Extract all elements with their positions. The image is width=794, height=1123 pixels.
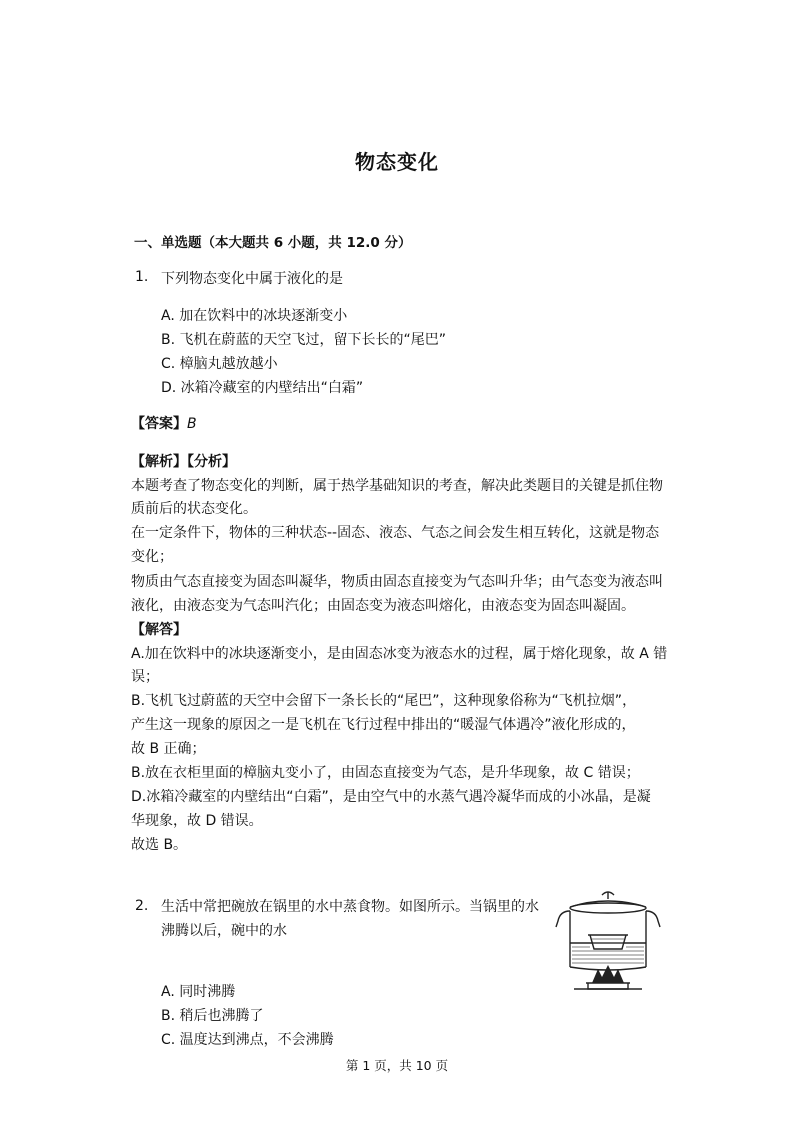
question-1-option-d: D. 冰箱冷藏室的内壁结出“白霜” <box>161 380 364 396</box>
analysis-line: 液化，由液态变为气态叫汽化；由固态变为液态叫熔化，由液态变为固态叫凝固。 <box>131 598 635 614</box>
solution-line: B.放在衣柜里面的樟脑丸变小了，由固态直接变为气态，是升华现象，故 C 错误； <box>131 765 640 781</box>
solution-label: 【解答】 <box>131 622 187 638</box>
question-1-option-b: B. 飞机在蔚蓝的天空飞过，留下长长的“尾巴” <box>161 332 447 348</box>
question-2-stem-line: 沸腾以后，碗中的水 <box>161 923 287 939</box>
question-2-number: 2. <box>135 898 149 914</box>
question-1-option-a: A. 加在饮料中的冰块逐渐变小 <box>161 308 348 324</box>
steaming-pot-figure <box>552 889 664 993</box>
solution-line: D.冰箱冷藏室的内壁结出“白霜”，是由空气中的水蒸气遇冷凝华而成的小冰晶，是凝 <box>131 789 651 805</box>
solution-line: 故 B 正确； <box>131 741 206 757</box>
question-1-stem: 下列物态变化中属于液化的是 <box>161 271 343 287</box>
analysis-label: 【解析】【分析】 <box>131 454 236 470</box>
analysis-line: 质前后的状态变化。 <box>131 501 257 517</box>
answer-value: B <box>187 416 197 432</box>
section-heading: 一、单选题（本大题共 6 小题，共 12.0 分） <box>134 235 412 251</box>
solution-line: 误； <box>131 669 159 685</box>
analysis-line: 本题考查了物态变化的判断，属于热学基础知识的考查，解决此类题目的关键是抓住物 <box>131 478 663 494</box>
question-1-number: 1. <box>135 269 149 285</box>
question-2-option-b: B. 稍后也沸腾了 <box>161 1008 264 1024</box>
question-2-option-c: C. 温度达到沸点，不会沸腾 <box>161 1032 334 1048</box>
analysis-line: 在一定条件下，物体的三种状态--固态、液态、气态之间会发生相互转化，这就是物态 <box>131 525 660 541</box>
solution-line: B.飞机飞过蔚蓝的天空中会留下一条长长的“尾巴”，这种现象俗称为“飞机拉烟”， <box>131 693 637 709</box>
analysis-line: 变化； <box>131 549 173 565</box>
solution-line: 产生这一现象的原因之一是飞机在飞行过程中排出的“暖湿气体遇冷”液化形成的， <box>131 717 636 733</box>
page-title: 物态变化 <box>355 150 439 174</box>
question-2-option-a: A. 同时沸腾 <box>161 984 236 1000</box>
question-1-option-c: C. 樟脑丸越放越小 <box>161 356 278 372</box>
question-2-stem-line: 生活中常把碗放在锅里的水中蒸食物。如图所示。当锅里的水 <box>161 899 539 915</box>
page-footer: 第 1 页，共 10 页 <box>345 1058 449 1073</box>
answer-label: 【答案】 <box>131 416 187 432</box>
solution-line: 故选 B。 <box>131 837 188 853</box>
solution-line: A.加在饮料中的冰块逐渐变小，是由固态冰变为液态水的过程，属于熔化现象，故 A 错 <box>131 646 668 662</box>
solution-line: 华现象，故 D 错误。 <box>131 813 263 829</box>
answer-line <box>131 413 197 433</box>
analysis-line: 物质由气态直接变为固态叫凝华，物质由固态直接变为气态叫升华；由气态变为液态叫 <box>131 574 663 590</box>
